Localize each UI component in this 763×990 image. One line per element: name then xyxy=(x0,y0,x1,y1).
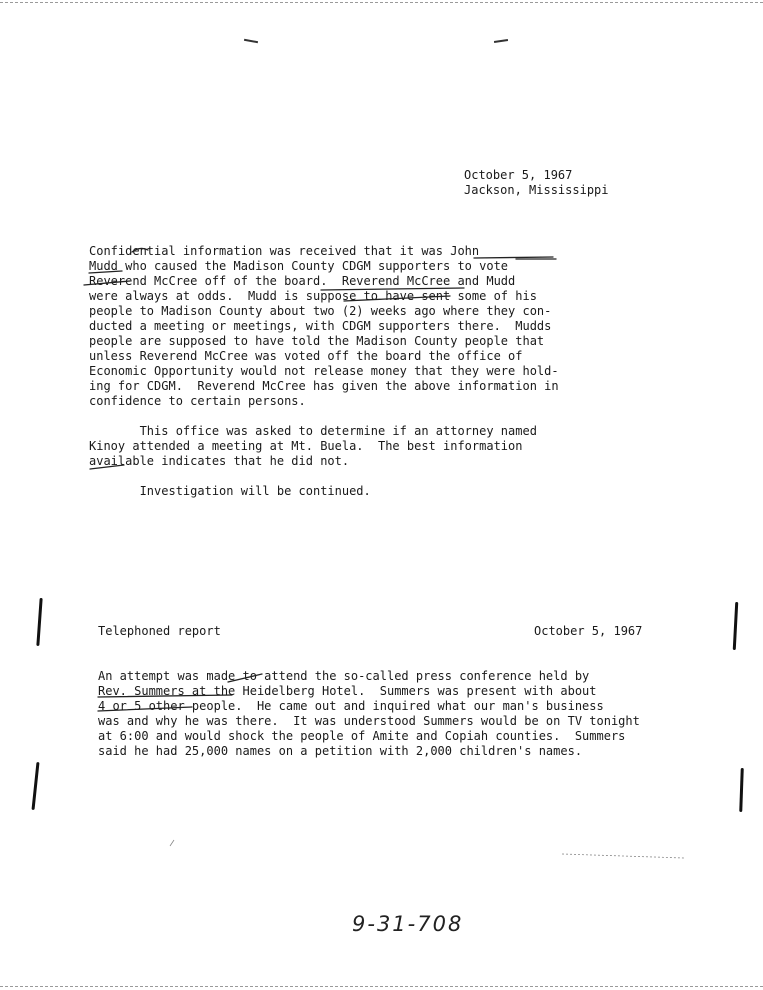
scan-edge-bottom xyxy=(0,986,763,987)
underline-mudd xyxy=(89,271,122,273)
faint-tick xyxy=(170,840,174,846)
telephoned-report-label: Telephoned report xyxy=(98,624,221,638)
memo-place: Jackson, Mississippi xyxy=(464,183,609,197)
strike-made xyxy=(228,674,262,682)
underline-rev-summers xyxy=(98,695,232,697)
line-to-vote xyxy=(474,257,553,258)
file-number-handwritten: 9-31-708 xyxy=(352,912,464,936)
underline-reverend-mccree xyxy=(321,288,464,290)
telephoned-report-text: An attempt was made to attend the so-called press conference held by Rev. Summers at the Heidelberg Hotel. Summers was present with about 4 or 5 other people. He came out and inquired what our man's business was and why he was there. It was understood Summers would be on TV tonight at 6:00 and would shock the people of Amite and Copiah counties. Summers said he had 25,000 names on a petition with 2,000 children's names. xyxy=(98,669,640,758)
memo-paragraph-1: Confidential information was received that it was John Mudd who caused the Madison County CDGM supporters to vote Reverend McCree off of the board. Reverend McCree and Mudd were always at odds. Mudd is suppose to have sent some of his people to Madison County about two (2) weeks ago where they con- ducted a meeting or meetings, with CDGM supporters there. Mudds people are supposed to have told the Madison County people that unless Reverend McCree was voted off the board the office of Economic Opportunity would not release money that they were hold- ing for CDGM. Reverend McCree has given the above information in confidence to certain persons. xyxy=(89,244,559,408)
mark-confidential xyxy=(132,248,148,252)
mark-reverend xyxy=(84,281,130,285)
strike-to-have-sent xyxy=(344,296,450,301)
memo-date: October 5, 1967 xyxy=(464,168,573,182)
strike-4-or-5-other xyxy=(98,707,192,711)
mark-available xyxy=(90,465,124,469)
telephoned-report-date: October 5, 1967 xyxy=(534,624,643,638)
faint-line-right xyxy=(562,854,684,858)
memo-paragraph-2: This office was asked to determine if an attorney named Kinoy attended a meeting at Mt. Buela. The best information available indicates that he did not. xyxy=(89,424,537,468)
memo-paragraph-3: Investigation will be continued. xyxy=(89,484,371,498)
